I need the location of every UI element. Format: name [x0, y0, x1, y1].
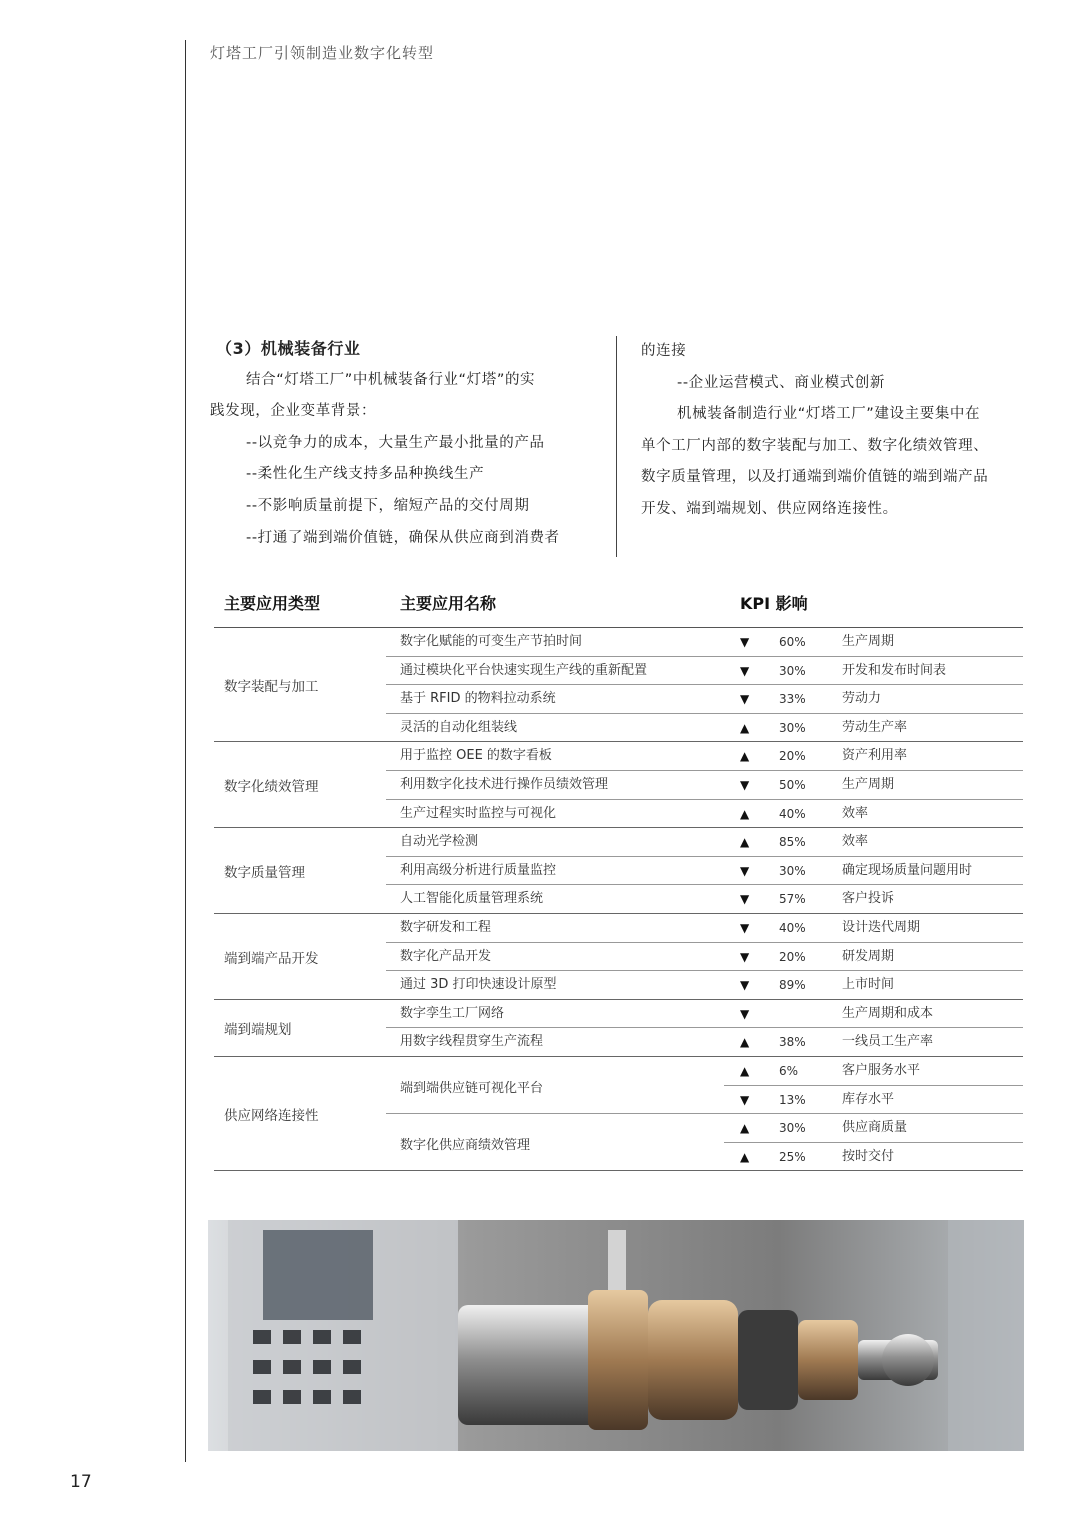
kpi-percent: 60%	[779, 635, 806, 649]
kpi-percent: 85%	[779, 835, 806, 850]
up-arrow-icon: ▲	[740, 1121, 750, 1136]
up-arrow-icon: ▲	[740, 720, 750, 735]
table-row	[214, 685, 1023, 714]
header-type: 主要应用类型	[224, 594, 321, 613]
bullet-line: --不影响质量前提下，缩短产品的交付周期	[246, 497, 530, 514]
kpi-percent: 30%	[779, 720, 806, 735]
kpi-metric: 效率	[842, 805, 869, 821]
kpi-metric: 设计迭代周期	[842, 920, 921, 935]
application-name: 自动光学检测	[400, 834, 479, 850]
paragraph: 开发、端到端规划、供应网络连接性。	[641, 500, 898, 517]
kpi-percent: 38%	[779, 1035, 806, 1050]
application-category: 数字装配与加工	[224, 679, 319, 696]
kpi-metric: 劳动生产率	[842, 719, 908, 735]
application-category: 端到端规划	[224, 1022, 292, 1039]
kpi-metric: 供应商质量	[842, 1120, 908, 1136]
down-arrow-icon: ▼	[740, 892, 750, 907]
down-arrow-icon: ▼	[740, 692, 750, 707]
kpi-percent: 89%	[779, 978, 806, 993]
paragraph: 数字质量管理，以及打通端到端价值链的端到端产品	[641, 469, 989, 486]
application-name: 数字化产品开发	[400, 948, 492, 964]
down-arrow-icon: ▼	[740, 1092, 750, 1107]
kpi-percent: 25%	[779, 1149, 806, 1164]
table-row	[214, 628, 1023, 657]
up-arrow-icon: ▲	[740, 1064, 750, 1078]
kpi-metric: 一线员工生产率	[842, 1034, 934, 1050]
right-column	[641, 336, 1036, 526]
application-name: 数字化赋能的可变生产节拍时间	[400, 634, 583, 649]
application-name: 数字化供应商绩效管理	[400, 1137, 531, 1153]
application-name: 端到端供应链可视化平台	[400, 1080, 544, 1096]
group-divider	[214, 827, 1023, 828]
kpi-metric: 按时交付	[842, 1148, 895, 1164]
section-heading: （3）机械装备行业	[216, 339, 361, 358]
kpi-percent: 6%	[779, 1064, 799, 1078]
up-arrow-icon: ▲	[740, 749, 750, 764]
kpi-percent: 40%	[779, 806, 806, 821]
table-row	[214, 657, 1023, 686]
down-arrow-icon: ▼	[740, 949, 750, 964]
table-row	[214, 742, 1023, 771]
column-divider	[616, 336, 617, 557]
table-row	[214, 1114, 1023, 1143]
application-name: 利用数字化技术进行操作员绩效管理	[400, 777, 609, 792]
bullet-line: --以竞争力的成本，大量生产最小批量的产品	[246, 434, 545, 451]
group-divider	[214, 741, 1023, 742]
kpi-metric: 效率	[842, 834, 869, 850]
application-name: 数字孪生工厂网络	[400, 1005, 505, 1021]
down-arrow-icon: ▼	[740, 635, 750, 649]
group-divider	[214, 913, 1023, 914]
header-kpi: KPI 影响	[740, 594, 808, 613]
table-row	[214, 1000, 1023, 1029]
kpi-percent: 57%	[779, 892, 806, 907]
paragraph: 结合“灯塔工厂”中机械装备行业“灯塔”的实	[246, 371, 536, 388]
application-name: 通过 3D 打印快速设计原型	[400, 977, 557, 993]
kpi-percent: 50%	[779, 778, 806, 792]
bullet-line: --打通了端到端价值链，确保从供应商到消费者	[246, 529, 560, 546]
down-arrow-icon: ▼	[740, 921, 750, 935]
paragraph: 单个工厂内部的数字装配与加工、数字化绩效管理、	[641, 437, 989, 454]
table-row	[214, 943, 1023, 972]
kpi-percent: 30%	[779, 863, 806, 878]
group-divider	[214, 1170, 1023, 1171]
paragraph: 机械装备制造行业“灯塔工厂”建设主要集中在	[677, 406, 981, 423]
table-row	[214, 1086, 1023, 1115]
kpi-metric: 生产周期	[842, 777, 895, 792]
paragraph: 践发现，企业变革背景：	[210, 403, 377, 420]
application-name: 生产过程实时监控与可视化	[400, 805, 557, 821]
table-row	[214, 1143, 1023, 1172]
margin-rule	[185, 40, 186, 1462]
table-row	[214, 885, 1023, 914]
up-arrow-icon: ▲	[740, 806, 750, 821]
kpi-metric: 劳动力	[842, 691, 882, 707]
down-arrow-icon: ▼	[740, 778, 750, 792]
application-name: 利用高级分析进行质量监控	[400, 862, 557, 878]
down-arrow-icon: ▼	[740, 1006, 750, 1021]
up-arrow-icon: ▲	[740, 1149, 750, 1164]
running-header: 灯塔工厂引领制造业数字化转型	[210, 44, 435, 62]
paragraph: 的连接	[641, 343, 687, 359]
kpi-metric: 开发和发布时间表	[842, 662, 947, 678]
table-row	[214, 1057, 1023, 1086]
kpi-percent: 13%	[779, 1092, 806, 1107]
kpi-metric: 客户服务水平	[842, 1063, 921, 1078]
group-divider	[214, 999, 1023, 1000]
down-arrow-icon: ▼	[740, 663, 750, 678]
application-name: 灵活的自动化组装线	[400, 719, 518, 735]
kpi-metric: 研发周期	[842, 948, 895, 964]
header-name: 主要应用名称	[400, 594, 497, 613]
kpi-metric: 生产周期和成本	[842, 1005, 934, 1021]
bullet-line: --企业运营模式、商业模式创新	[677, 374, 885, 391]
up-arrow-icon: ▲	[740, 835, 750, 850]
cnc-machine-gear-illustration	[208, 1220, 1024, 1451]
table-row	[214, 971, 1023, 1000]
application-category: 数字质量管理	[224, 865, 305, 882]
kpi-metric: 库存水平	[842, 1091, 895, 1107]
kpi-percent: 30%	[779, 1121, 806, 1136]
kpi-metric: 确定现场质量问题用时	[842, 862, 973, 878]
kpi-percent: 20%	[779, 949, 806, 964]
kpi-percent: 40%	[779, 921, 806, 935]
table-row	[214, 800, 1023, 829]
kpi-metric: 资产利用率	[842, 748, 908, 764]
table-row	[214, 771, 1023, 800]
machinery-photo	[208, 1220, 1024, 1451]
table-row	[214, 1028, 1023, 1057]
bullet-line: --柔性化生产线支持多品种换线生产	[246, 466, 485, 483]
kpi-metric: 上市时间	[842, 977, 895, 993]
application-category: 端到端产品开发	[224, 950, 319, 967]
kpi-percent: 20%	[779, 749, 806, 764]
kpi-percent: 33%	[779, 692, 806, 707]
application-category: 数字化绩效管理	[224, 779, 319, 796]
application-name: 用数字线程贯穿生产流程	[400, 1034, 544, 1050]
left-column	[210, 333, 605, 554]
application-name: 基于 RFID 的物料拉动系统	[400, 691, 556, 707]
page-number: 17	[70, 1472, 92, 1492]
table-row	[214, 857, 1023, 886]
application-name: 人工智能化质量管理系统	[400, 891, 544, 907]
application-name: 用于监控 OEE 的数字看板	[400, 748, 552, 764]
application-name: 数字研发和工程	[400, 920, 492, 935]
group-divider	[214, 1056, 1023, 1057]
application-name: 通过模块化平台快速实现生产线的重新配置	[400, 662, 648, 678]
down-arrow-icon: ▼	[740, 863, 750, 878]
table-row	[214, 828, 1023, 857]
up-arrow-icon: ▲	[740, 1035, 750, 1050]
kpi-metric: 生产周期	[842, 634, 895, 649]
kpi-metric: 客户投诉	[842, 891, 895, 907]
kpi-percent: 30%	[779, 663, 806, 678]
application-category: 供应网络连接性	[224, 1108, 319, 1125]
down-arrow-icon: ▼	[740, 978, 750, 993]
table-row	[214, 714, 1023, 743]
table-row	[214, 914, 1023, 943]
